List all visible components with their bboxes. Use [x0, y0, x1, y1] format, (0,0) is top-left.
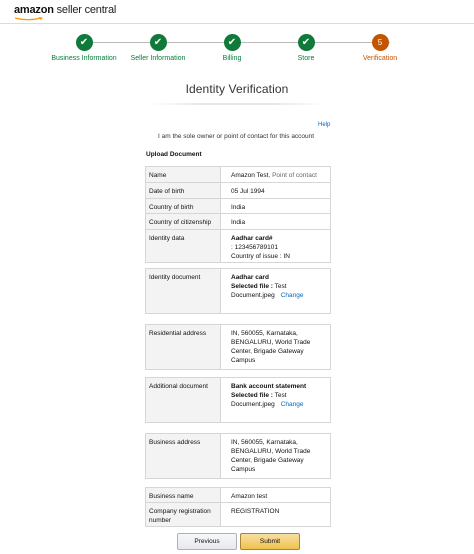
row-country-of-birth	[145, 198, 331, 214]
field-value	[222, 378, 330, 422]
row-business-address	[145, 433, 331, 479]
selected-file-name-cont: Document.jpeg	[231, 401, 275, 408]
step-label: Verification	[362, 55, 398, 62]
selected-file-name: Test	[272, 392, 287, 399]
field-label: Business name	[146, 488, 221, 502]
additional-document-title: Bank account statement	[231, 383, 307, 390]
logo-brand: amazon	[14, 4, 54, 16]
address-line: IN, 560055, Karnataka,	[231, 330, 298, 337]
row-company-registration-number	[145, 502, 331, 527]
top-header	[0, 0, 474, 24]
title-divider	[150, 103, 324, 105]
step-verification	[335, 32, 425, 62]
amazon-seller-central-logo[interactable]	[14, 4, 116, 16]
change-additional-document-link[interactable]: Change	[280, 401, 304, 408]
name-value: Amazon Test	[231, 172, 269, 179]
field-value	[222, 167, 330, 182]
field-value: Amazon test	[231, 493, 268, 500]
check-icon: ✔	[224, 34, 241, 51]
help-link[interactable]: Help	[318, 122, 331, 128]
selected-file-label: Selected file :	[231, 392, 273, 399]
step-label: Seller Information	[130, 55, 186, 62]
previous-button[interactable]: Previous	[177, 533, 237, 550]
page-title: Identity Verification	[185, 82, 289, 96]
field-value	[222, 325, 330, 369]
address-line: Campus	[231, 466, 256, 473]
check-icon: ✔	[150, 34, 167, 51]
identity-number: : 123456789101	[231, 244, 278, 251]
field-label: Company registration number	[146, 503, 221, 526]
sole-owner-text: I am the sole owner or point of contact for this account	[158, 133, 315, 140]
field-label: Identity data	[146, 230, 221, 262]
selected-file-label: Selected file :	[231, 283, 273, 290]
field-label: Name	[146, 167, 221, 182]
field-value	[222, 434, 330, 478]
name-role: , Point of contact	[268, 172, 317, 179]
field-label: Identity document	[146, 269, 221, 313]
field-label: Country of birth	[146, 199, 221, 213]
row-business-name	[145, 487, 331, 503]
row-residential-address	[145, 324, 331, 370]
upload-document-heading: Upload Document	[146, 151, 202, 158]
address-line: Center, Brigade Gateway	[231, 348, 304, 355]
field-value: India	[231, 204, 246, 211]
step-number-badge: 5	[372, 34, 389, 51]
selected-file-name: Test	[272, 283, 287, 290]
identity-data-title: Aadhar card#	[231, 235, 273, 242]
row-identity-data	[145, 229, 331, 263]
submit-button[interactable]: Submit	[240, 533, 300, 550]
progress-stepper	[0, 32, 474, 72]
amazon-smile-icon	[14, 17, 44, 21]
field-value: REGISTRATION	[231, 508, 280, 515]
step-label: Store	[297, 55, 315, 62]
field-value: India	[231, 219, 246, 226]
field-label: Business address	[146, 434, 221, 478]
selected-file-name-cont: Document.jpeg	[231, 292, 275, 299]
row-date-of-birth	[145, 182, 331, 199]
identity-document-title: Aadhar card	[231, 274, 269, 281]
step-label: Billing	[222, 55, 242, 62]
logo-product: seller central	[53, 4, 117, 16]
field-label: Date of birth	[146, 183, 221, 198]
address-line: Campus	[231, 357, 256, 364]
row-identity-document	[145, 268, 331, 314]
address-line: Center, Brigade Gateway	[231, 457, 304, 464]
row-country-of-citizenship	[145, 213, 331, 230]
row-additional-document	[145, 377, 331, 423]
field-value: 05 Jul 1994	[231, 188, 265, 195]
step-label: Business Information	[51, 55, 117, 62]
field-label: Residential address	[146, 325, 221, 369]
field-label: Additional document	[146, 378, 221, 422]
check-icon: ✔	[298, 34, 315, 51]
field-value	[222, 269, 330, 313]
country-of-issue: Country of issue : IN	[231, 253, 290, 260]
field-value	[222, 230, 330, 262]
address-line: BENGALURU, World Trade	[231, 339, 311, 346]
change-identity-document-link[interactable]: Change	[280, 292, 304, 299]
field-label: Country of citizenship	[146, 214, 221, 229]
address-line: IN, 560055, Karnataka,	[231, 439, 298, 446]
address-line: BENGALURU, World Trade	[231, 448, 311, 455]
check-icon: ✔	[76, 34, 93, 51]
row-name	[145, 166, 331, 183]
